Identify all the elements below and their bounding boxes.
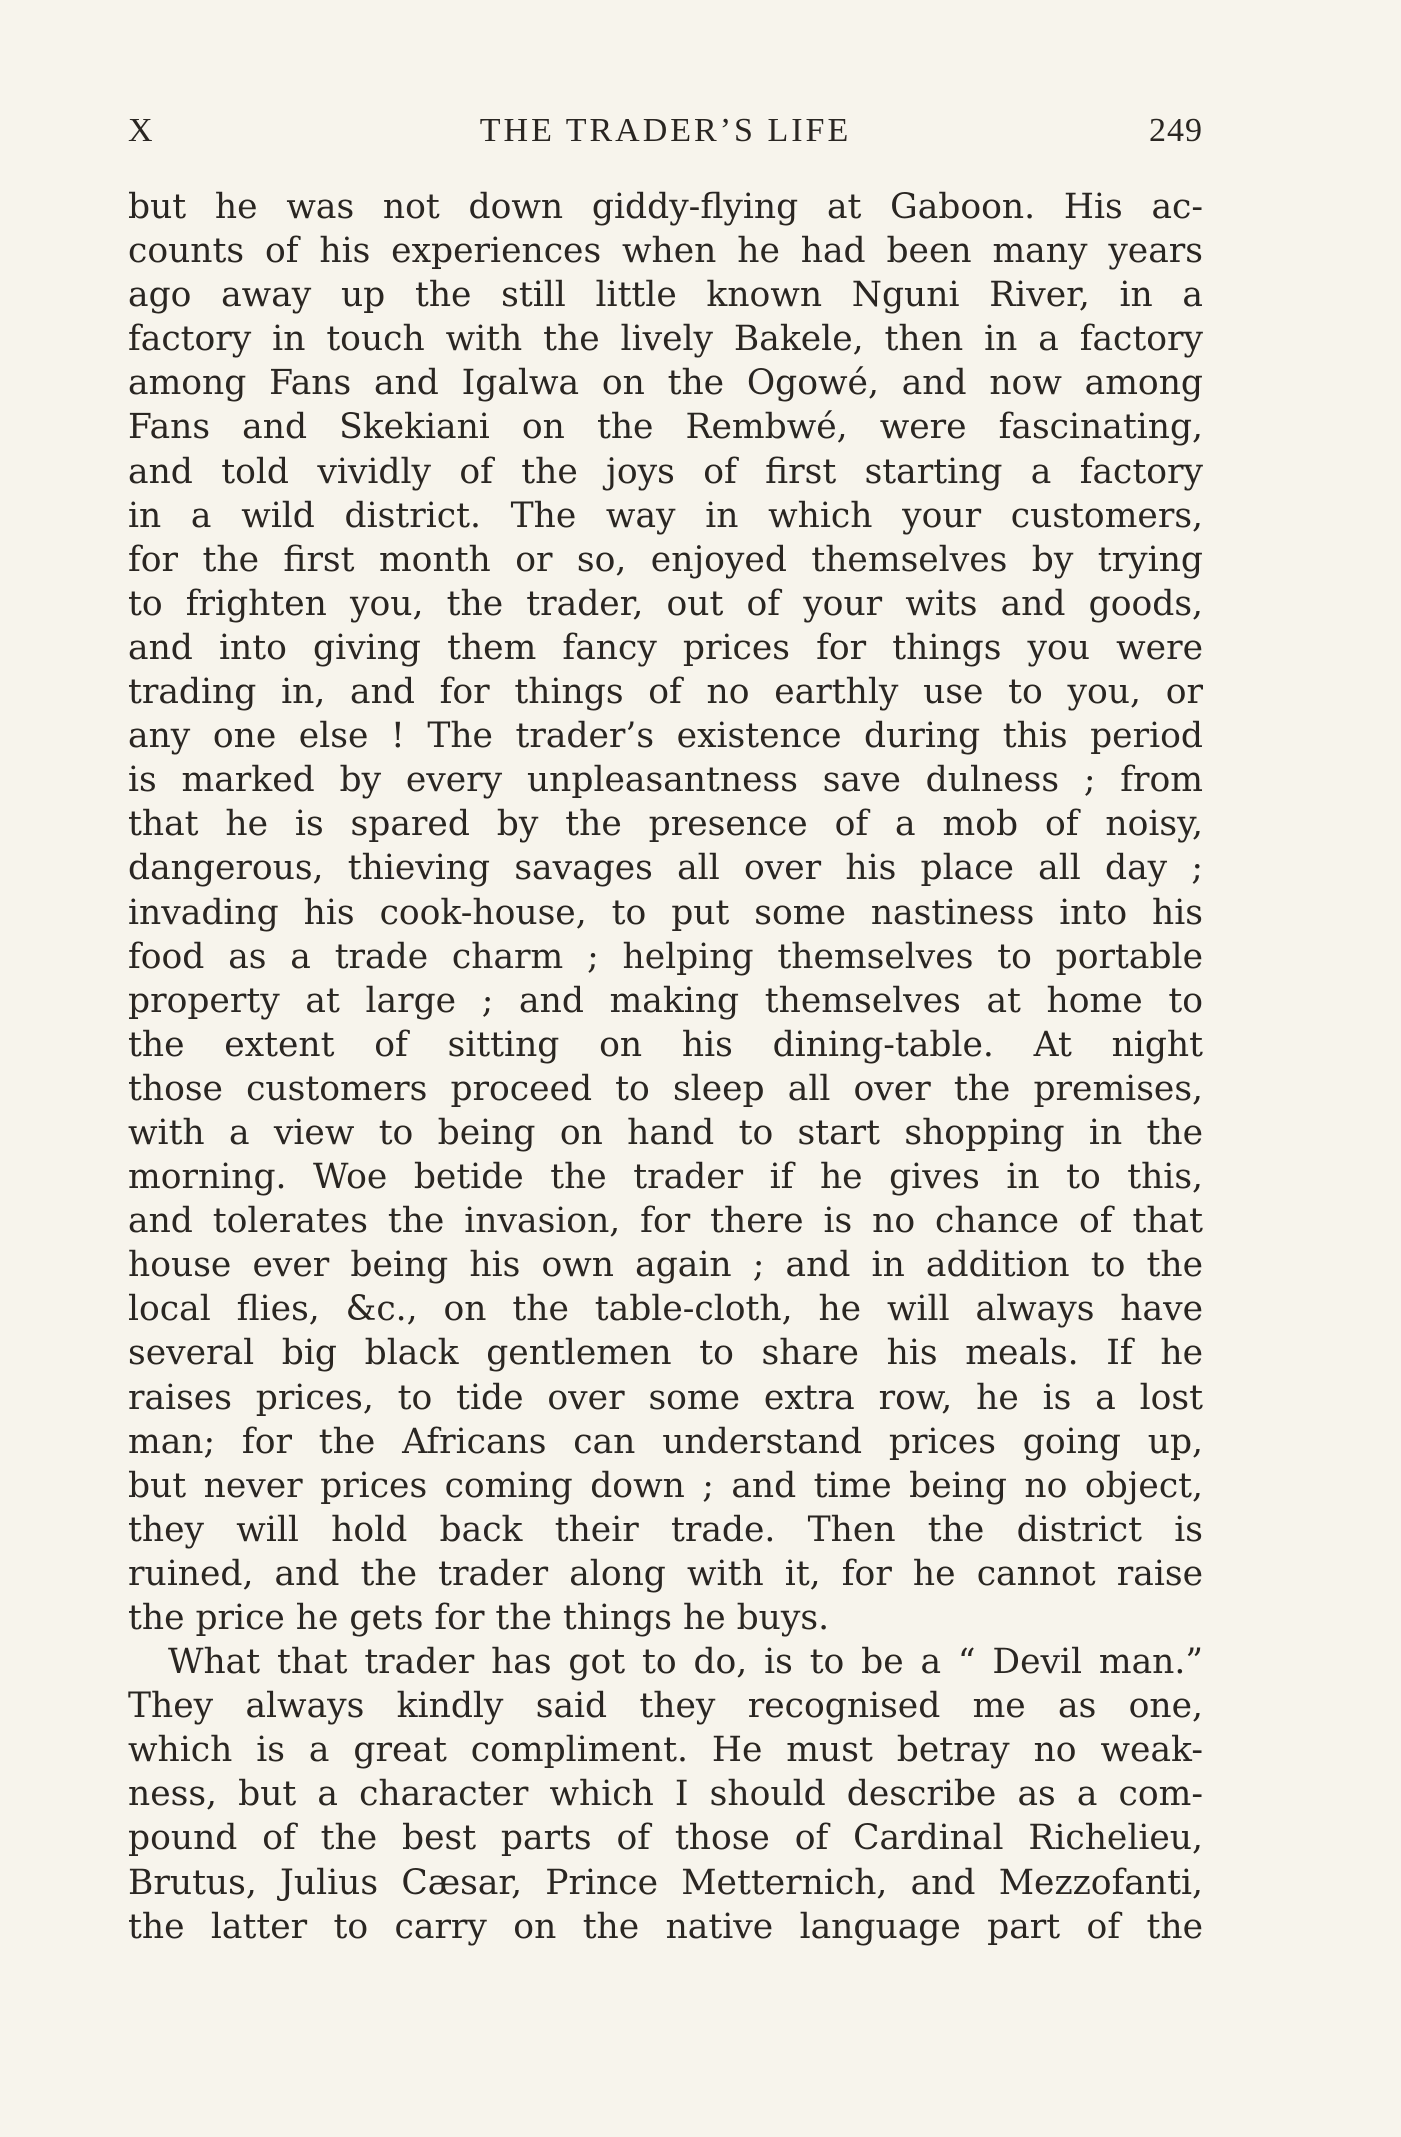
text-line: the extent of sitting on his dining-table. At night (128, 1024, 1203, 1065)
text-line: among Fans and Igalwa on the Ogowé, and now among (128, 363, 1203, 404)
text-line: ago away up the still little known Nguni River, in a (128, 275, 1203, 316)
text-line: which is a great compliment. He must betray no weak- (128, 1730, 1203, 1771)
text-line: in a wild district. The way in which your customers, (128, 495, 1203, 536)
text-line: Brutus, Julius Cæsar, Prince Metternich, and Mezzofanti, (128, 1862, 1203, 1903)
text-line: but never prices coming down ; and time being no object, (128, 1465, 1203, 1506)
text-line: factory in touch with the lively Bakele, then in a factory (128, 319, 1203, 360)
text-line: but he was not down giddy-flying at Gaboon. His ac- (128, 187, 1203, 227)
text-line: they will hold back their trade. Then the district is (128, 1509, 1203, 1550)
text-line: food as a trade charm ; helping themselves to portable (128, 936, 1203, 977)
running-head (128, 112, 1203, 162)
chapter-number: X (128, 112, 154, 149)
text-line: counts of his experiences when he had been many years (128, 231, 1203, 272)
text-line: property at large ; and making themselves at home to (128, 980, 1203, 1021)
book-page (128, 112, 1203, 1949)
text-line: and told vividly of the joys of first starting a factory (128, 451, 1203, 492)
text-line: invading his cook-house, to put some nastiness into his (128, 892, 1203, 933)
text-line: dangerous, thieving savages all over his place all day ; (128, 848, 1203, 889)
text-line: man; for the Africans can understand prices going up, (128, 1421, 1203, 1462)
text-line: house ever being his own again ; and in addition to the (128, 1245, 1203, 1286)
running-title: THE TRADER’S LIFE (479, 112, 852, 149)
text-line: several big black gentlemen to share his meals. If he (128, 1333, 1203, 1374)
text-line: pound of the best parts of those of Cardinal Richelieu, (128, 1818, 1203, 1859)
text-line: trading in, and for things of no earthly use to you, or (128, 672, 1203, 713)
text-line: is marked by every unpleasantness save dulness ; from (128, 760, 1203, 801)
text-line: that he is spared by the presence of a mob of noisy, (128, 804, 1203, 845)
text-line: those customers proceed to sleep all over the premises, (128, 1068, 1203, 1109)
text-line: morning. Woe betide the trader if he gives in to this, (128, 1157, 1203, 1198)
paragraph-end-line: the price he gets for the things he buys. (128, 1598, 830, 1638)
paragraph-first-line: What that trader has got to do, is to be a “ Devil man.” (168, 1642, 1203, 1683)
text-line: Fans and Skekiani on the Rembwé, were fascinating, (128, 407, 1203, 448)
text-line: They always kindly said they recognised me as one, (128, 1686, 1203, 1727)
text-line: and into giving them fancy prices for things you were (128, 627, 1203, 668)
text-line: any one else ! The trader’s existence during this period (128, 716, 1203, 757)
text-line: for the first month or so, enjoyed themselves by trying (128, 539, 1203, 580)
text-line: local flies, &c., on the table-cloth, he will always have (128, 1289, 1203, 1330)
text-line: ruined, and the trader along with it, for he cannot raise (128, 1553, 1203, 1594)
page-number: 249 (1149, 112, 1203, 149)
text-line: and tolerates the invasion, for there is no chance of that (128, 1201, 1203, 1242)
text-line: with a view to being on hand to start shopping in the (128, 1112, 1203, 1153)
text-line: raises prices, to tide over some extra row, he is a lost (128, 1377, 1203, 1418)
body-text (128, 185, 1203, 1949)
text-line: to frighten you, the trader, out of your wits and goods, (128, 583, 1203, 624)
text-line: ness, but a character which I should describe as a com- (128, 1774, 1203, 1815)
text-line: the latter to carry on the native language part of the (128, 1906, 1203, 1947)
